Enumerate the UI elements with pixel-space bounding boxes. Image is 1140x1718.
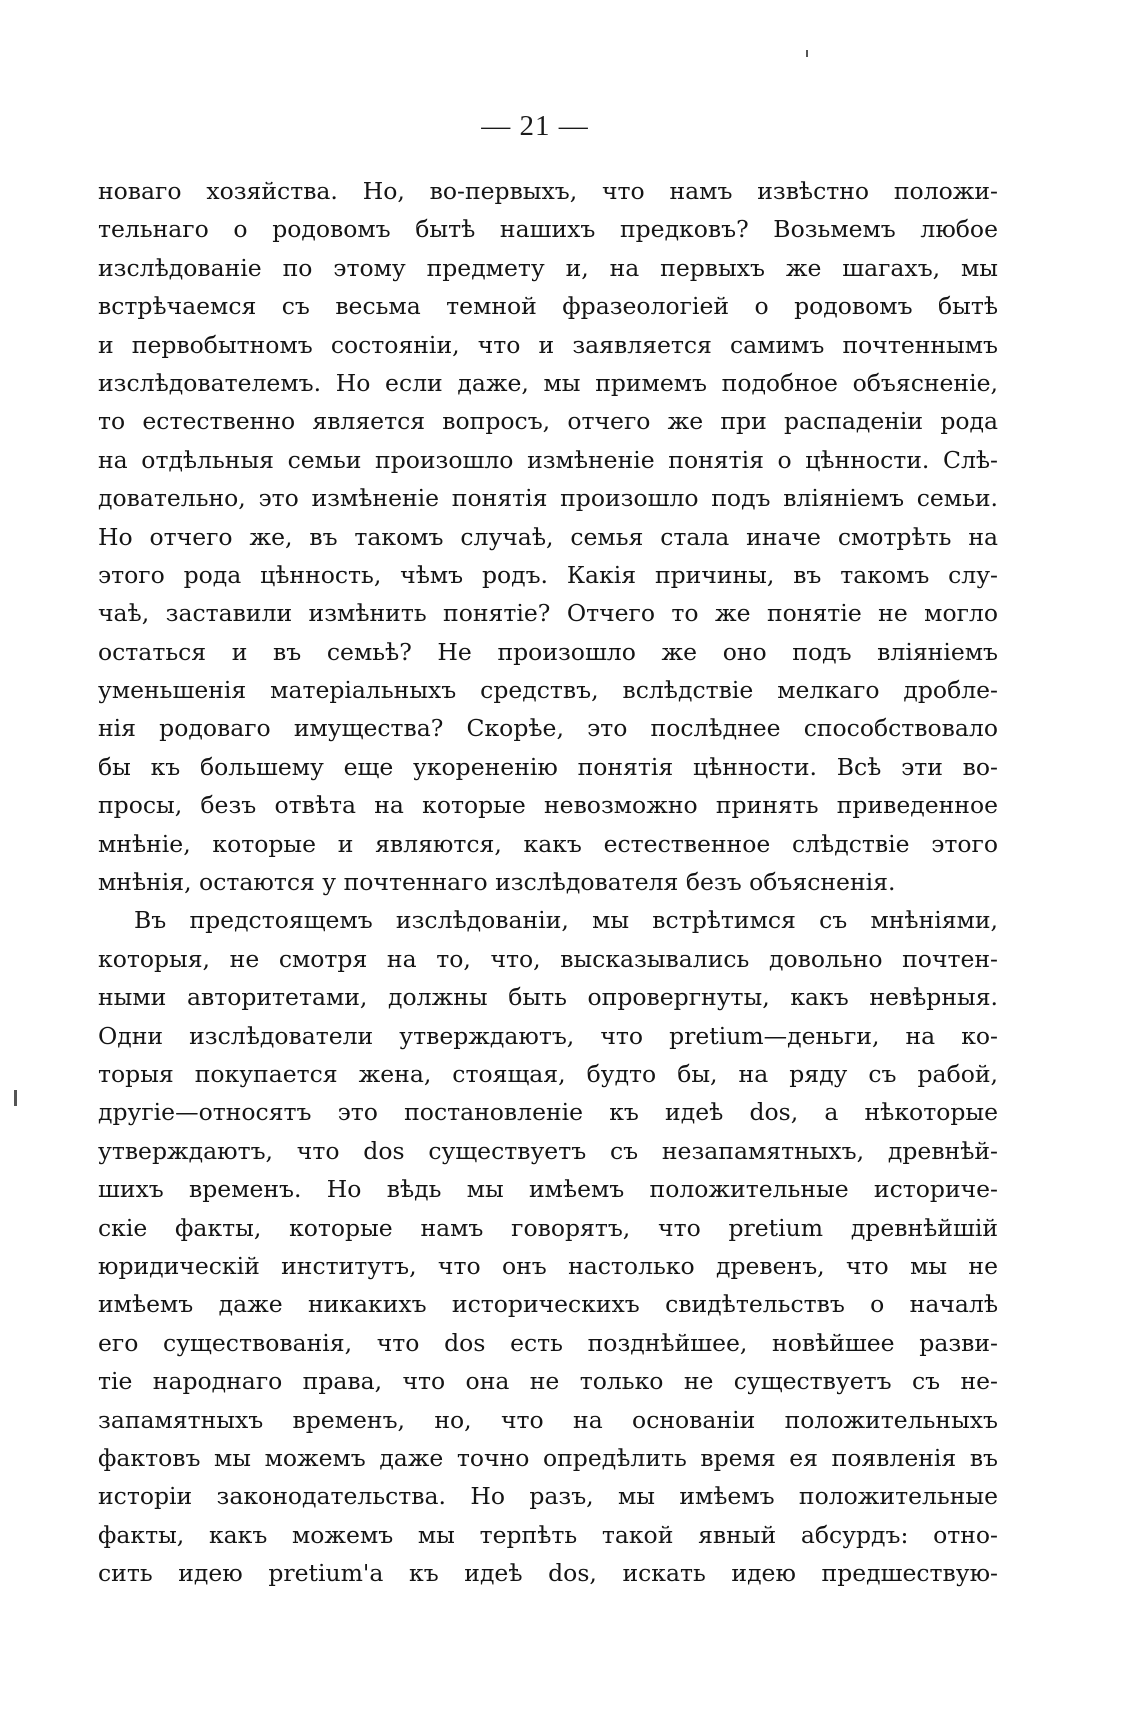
text-line: довательно, это измѣненіе понятія произошло подъ вліяніемъ семьи.: [98, 484, 998, 513]
text-line: Одни изслѣдователи утверждаютъ, что pretium—деньги, на ко-: [98, 1021, 998, 1050]
text-line: просы, безъ отвѣта на которые невозможно принять приведенное: [98, 791, 998, 820]
text-line: то естественно является вопросъ, отчего же при распаденіи рода: [98, 407, 998, 436]
text-line: скіе факты, которые намъ говорятъ, что pretium древнѣйшій: [98, 1213, 998, 1242]
text-line: этого рода цѣнность, чѣмъ родъ. Какія причины, въ такомъ слу-: [98, 560, 998, 589]
text-line: тіе народнаго права, что она не только не существуетъ съ не-: [98, 1367, 998, 1396]
text-line: ными авторитетами, должны быть опровергнуты, какъ невѣрныя.: [98, 983, 998, 1012]
text-line: фактовъ мы можемъ даже точно опредѣлить время ея появленія въ: [98, 1443, 998, 1472]
text-line: тельнаго о родовомъ бытѣ нашихъ предковъ? Возьмемъ любое: [98, 215, 998, 244]
text-line: утверждаютъ, что dos существуетъ съ незапамятныхъ, древнѣй-: [98, 1136, 998, 1165]
text-line: юридическій институтъ, что онъ настолько древенъ, что мы не: [98, 1251, 998, 1280]
text-line: новаго хозяйства. Но, во-первыхъ, что намъ извѣстно положи-: [98, 177, 998, 205]
text-line: Въ предстоящемъ изслѣдованіи, мы встрѣтимся съ мнѣніями,: [134, 906, 998, 935]
text-line: Но отчего же, въ такомъ случаѣ, семья стала иначе смотрѣть на: [98, 522, 998, 551]
text-line: исторіи законодательства. Но разъ, мы имѣемъ положительные: [98, 1482, 998, 1511]
text-line: уменьшенія матеріальныхъ средствъ, вслѣдствіе мелкаго дробле-: [98, 676, 998, 705]
text-line: шихъ временъ. Но вѣдь мы имѣемъ положительные историче-: [98, 1175, 998, 1204]
text-line: чаѣ, заставили измѣнить понятіе? Отчего то же понятіе не могло: [98, 599, 998, 628]
page-number: — 21 —: [481, 110, 589, 142]
body-text: [98, 172, 998, 1592]
text-line: которыя, не смотря на то, что, высказывались довольно почтен-: [98, 944, 998, 973]
text-line: его существованія, что dos есть позднѣйшее, новѣйшее разви-: [98, 1328, 998, 1357]
text-line: изслѣдованіе по этому предмету и, на первыхъ же шагахъ, мы: [98, 253, 998, 282]
text-line: торыя покупается жена, стоящая, будто бы, на ряду съ рабой,: [98, 1059, 998, 1088]
paragraph-2: [98, 901, 998, 1592]
text-line: изслѣдователемъ. Но если даже, мы примемъ подобное объясненіе,: [98, 368, 998, 397]
text-line: другіе—относятъ это постановленіе къ идеѣ dos, а нѣкоторые: [98, 1098, 998, 1127]
paragraph-1: [98, 172, 998, 901]
text-line: остаться и въ семьѣ? Не произошло же оно подъ вліяніемъ: [98, 637, 998, 666]
text-line: мнѣнія, остаются у почтеннаго изслѣдователя безъ объясненія.: [98, 868, 896, 897]
scan-speck: [806, 50, 808, 57]
text-line: факты, какъ можемъ мы терпѣть такой явный абсурдъ: отно-: [98, 1520, 998, 1549]
scan-speck: [14, 1090, 17, 1106]
text-line: имѣемъ даже никакихъ историческихъ свидѣтельствъ о началѣ: [98, 1290, 998, 1319]
text-line: мнѣніе, которые и являются, какъ естественное слѣдствіе этого: [98, 829, 998, 858]
text-line: бы къ большему еще укорененію понятія цѣнности. Всѣ эти во-: [98, 752, 998, 781]
text-line: нія родоваго имущества? Скорѣе, это послѣднее способствовало: [98, 714, 998, 743]
text-line: и первобытномъ состояніи, что и заявляется самимъ почтеннымъ: [98, 330, 998, 359]
text-line: на отдѣльныя семьи произошло измѣненіе понятія о цѣнности. Слѣ-: [98, 445, 998, 474]
text-line: запамятныхъ временъ, но, что на основаніи положительныхъ: [98, 1405, 998, 1434]
text-line: встрѣчаемся съ весьма темной фразеологіей о родовомъ бытѣ: [98, 292, 998, 321]
text-line: сить идею pretium'а къ идеѣ dos, искать идею предшествую-: [98, 1559, 998, 1588]
